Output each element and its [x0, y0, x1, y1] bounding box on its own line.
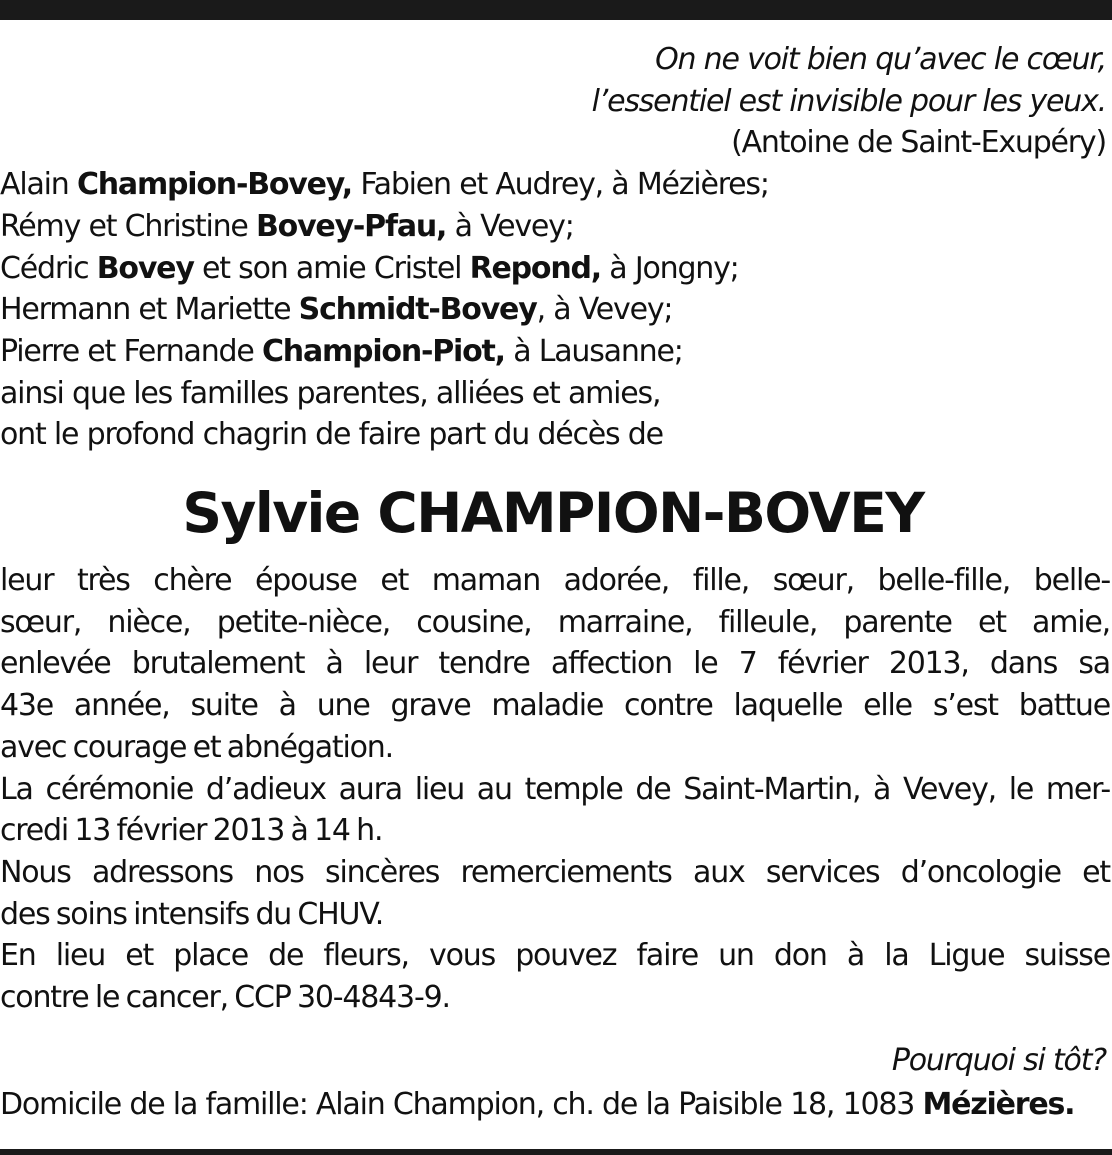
text-line: leur très chère épouse et maman adorée, fille, sœur, belle-fille, belle- — [0, 563, 1110, 599]
family-name: Champion-Piot, — [261, 333, 505, 369]
family-member-line: Hermann et Mariette Schmidt-Bovey, à Vevey; — [0, 292, 673, 328]
text-line: 43e année, suite à une grave maladie contre laquelle elle s’est battue — [0, 688, 1110, 724]
deceased-name: Sylvie CHAMPION-BOVEY — [182, 481, 924, 546]
text-line: contre le cancer, CCP 30-4843-9. — [0, 980, 450, 1016]
family-member-line: Rémy et Christine Bovey-Pfau, à Vevey; — [0, 208, 574, 244]
quote-author: (Antoine de Saint-Exupéry) — [731, 125, 1106, 161]
quote-line: On ne voit bien qu’avec le cœur, — [655, 42, 1106, 77]
family-member-line: Cédric Bovey et son amie Cristel Repond, à Jongny; — [0, 250, 739, 286]
top-rule — [0, 0, 1112, 20]
announcement-line: ainsi que les familles parentes, alliées et amies, — [0, 375, 661, 411]
bottom-rule — [0, 1149, 1112, 1155]
text-line: credi 13 février 2013 à 14 h. — [0, 813, 383, 849]
family-address: Domicile de la famille: Alain Champion, ch. de la Paisible 18, 1083 Mézières. — [0, 1087, 1075, 1123]
text-line: des soins intensifs du CHUV. — [0, 896, 384, 932]
obituary-notice — [0, 39, 1110, 1126]
text-line: avec courage et abnégation. — [0, 729, 393, 765]
announcement-line: ont le profond chagrin de faire part du décès de — [0, 417, 663, 453]
family-list — [0, 164, 1110, 456]
text-line: enlevée brutalement à leur tendre affection le 7 février 2013, dans sa — [0, 646, 1110, 682]
ceremony-paragraph — [0, 769, 1110, 852]
thanks-paragraph — [0, 852, 1110, 935]
text-line: sœur, nièce, petite-nièce, cousine, marraine, filleule, parente et amie, — [0, 604, 1110, 640]
epigraph-quote — [0, 39, 1110, 164]
closing-phrase: Pourquoi si tôt? — [891, 1042, 1106, 1078]
quote-line: l’essentiel est invisible pour les yeux. — [591, 83, 1106, 119]
text-line: La cérémonie d’adieux aura lieu au temple de Saint-Martin, à Vevey, le mer- — [0, 771, 1110, 807]
text-line: Nous adressons nos sincères remerciements aux services d’oncologie et — [0, 854, 1110, 890]
family-member-line: Pierre et Fernande Champion-Piot, à Lausanne; — [0, 333, 683, 369]
family-name: Champion-Bovey, — [76, 167, 352, 203]
family-member-line: Alain Champion-Bovey, Fabien et Audrey, à Mézières; — [0, 167, 769, 203]
body-paragraph — [0, 560, 1110, 769]
address-city: Mézières. — [922, 1087, 1075, 1123]
donation-paragraph — [0, 935, 1110, 1018]
text-line: En lieu et place de fleurs, vous pouvez faire un don à la Ligue suisse — [0, 938, 1110, 974]
family-name: Bovey — [96, 250, 194, 286]
family-name: Repond, — [469, 250, 601, 286]
family-name: Schmidt-Bovey — [298, 292, 537, 328]
family-name: Bovey-Pfau, — [256, 208, 447, 244]
